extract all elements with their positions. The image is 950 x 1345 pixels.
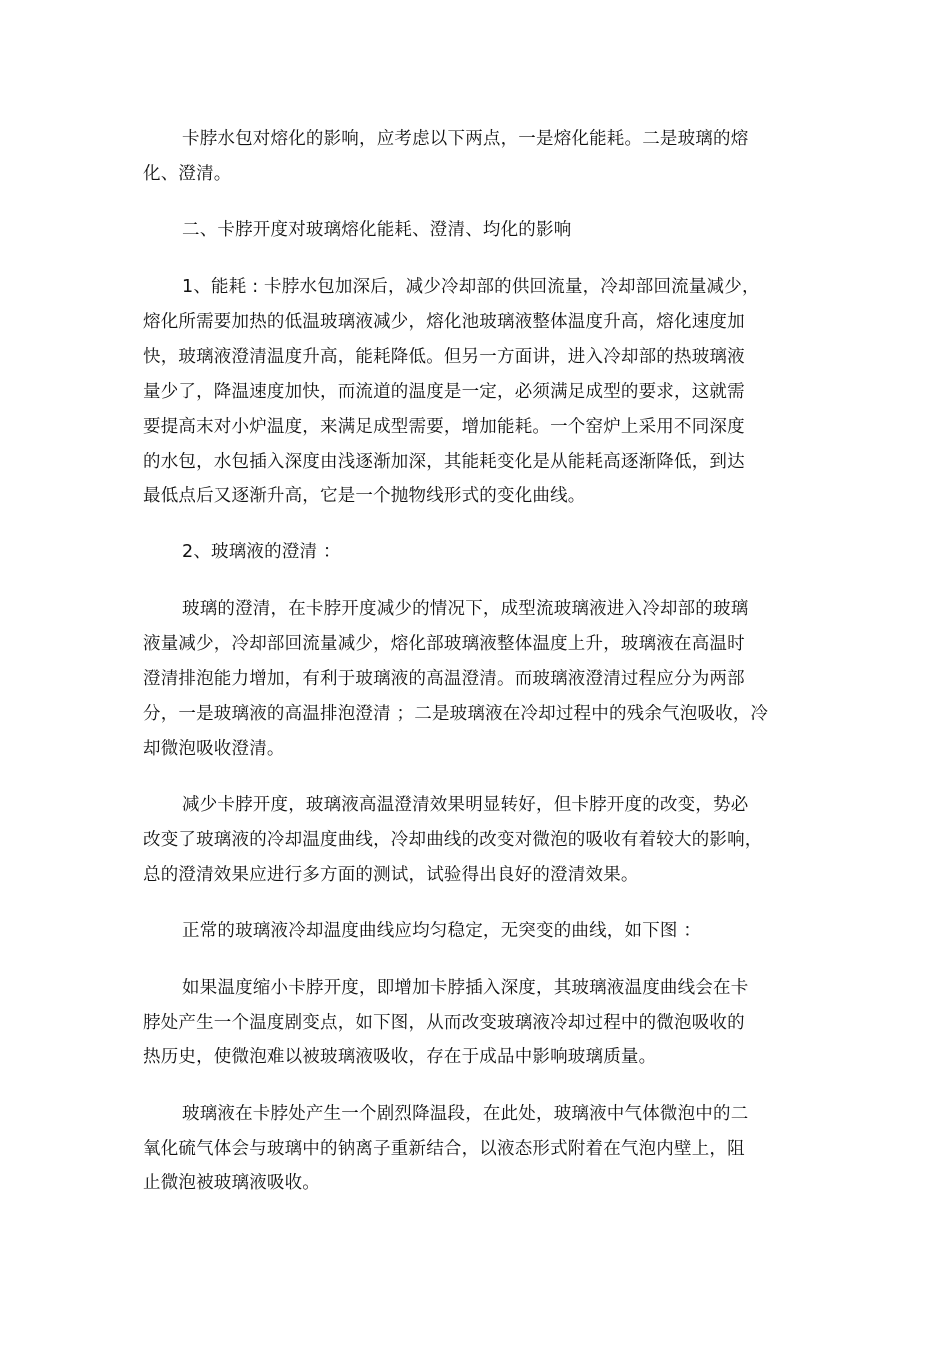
temperature-change-paragraph-line-2: 脖处产生一个温度剧变点，如下图，从而改变玻璃液冷却过程中的微泡吸收的 bbox=[143, 1013, 745, 1033]
cooling-section-paragraph-line-3: 止微泡被玻璃液吸收。 bbox=[143, 1173, 320, 1193]
reduce-opening-paragraph-line-2: 改变了玻璃液的冷却温度曲线，冷却曲线的改变对微泡的吸收有着较大的影响， bbox=[143, 830, 763, 850]
energy-paragraph-line-4: 量少了，降温速度加快，而流道的温度是一定，必须满足成型的要求，这就需 bbox=[143, 382, 745, 402]
clarification-paragraph-line-1: 玻璃的澄清，在卡脖开度减少的情况下，成型流玻璃液进入冷却部的玻璃 bbox=[182, 599, 749, 619]
reduce-opening-paragraph-line-1: 减少卡脖开度，玻璃液高温澄清效果明显转好，但卡脖开度的改变，势必 bbox=[182, 795, 749, 815]
normal-curve-paragraph: 正常的玻璃液冷却温度曲线应均匀稳定，无突变的曲线，如下图 ： bbox=[182, 921, 702, 941]
paragraph-1-line-1: 卡脖水包对熔化的影响，应考虑以下两点，一是熔化能耗。二是玻璃的熔 bbox=[182, 129, 749, 149]
cooling-section-paragraph-line-2: 氧化硫气体会与玻璃中的钠离子重新结合，以液态形式附着在气泡内壁上，阻 bbox=[143, 1139, 745, 1159]
energy-paragraph-line-3: 快，玻璃液澄清温度升高，能耗降低。但另一方面讲，进入冷却部的热玻璃液 bbox=[143, 347, 745, 367]
clarification-paragraph-line-3: 澄清排泡能力增加，有利于玻璃液的高温澄清。而玻璃液澄清过程应分为两部 bbox=[143, 669, 745, 689]
section-heading-2: 二、卡脖开度对玻璃熔化能耗、澄清、均化的影响 bbox=[182, 220, 572, 240]
paragraph-1-line-2: 化、澄清。 bbox=[143, 164, 232, 184]
subheading-clarification: 2、玻璃液的澄清 ： bbox=[182, 542, 341, 562]
clarification-paragraph-line-5: 却微泡吸收澄清。 bbox=[143, 739, 285, 759]
energy-paragraph-line-5: 要提高末对小炉温度，来满足成型需要，增加能耗。一个窑炉上采用不同深度 bbox=[143, 417, 745, 437]
energy-paragraph-line-7: 最低点后又逐渐升高，它是一个抛物线形式的变化曲线。 bbox=[143, 486, 586, 506]
energy-paragraph-line-2: 熔化所需要加热的低温玻璃液减少，熔化池玻璃液整体温度升高，熔化速度加 bbox=[143, 312, 745, 332]
reduce-opening-paragraph-line-3: 总的澄清效果应进行多方面的测试，试验得出良好的澄清效果。 bbox=[143, 865, 639, 885]
temperature-change-paragraph-line-1: 如果温度缩小卡脖开度，即增加卡脖插入深度，其玻璃液温度曲线会在卡 bbox=[182, 978, 749, 998]
cooling-section-paragraph-line-1: 玻璃液在卡脖处产生一个剧烈降温段，在此处，玻璃液中气体微泡中的二 bbox=[182, 1104, 749, 1124]
temperature-change-paragraph-line-3: 热历史，使微泡难以被玻璃液吸收，存在于成品中影响玻璃质量。 bbox=[143, 1047, 657, 1067]
clarification-paragraph-line-4: 分，一是玻璃液的高温排泡澄清 ；二是玻璃液在冷却过程中的残余气泡吸收，冷 bbox=[143, 704, 769, 724]
energy-paragraph-line-6: 的水包，水包插入深度由浅逐渐加深，其能耗变化是从能耗高逐渐降低，到达 bbox=[143, 452, 745, 472]
energy-paragraph-line-1: 1、能耗 : 卡脖水包加深后，减少冷却部的供回流量，冷却部回流量减少， bbox=[182, 277, 760, 297]
clarification-paragraph-line-2: 液量减少，冷却部回流量减少，熔化部玻璃液整体温度上升，玻璃液在高温时 bbox=[143, 634, 745, 654]
